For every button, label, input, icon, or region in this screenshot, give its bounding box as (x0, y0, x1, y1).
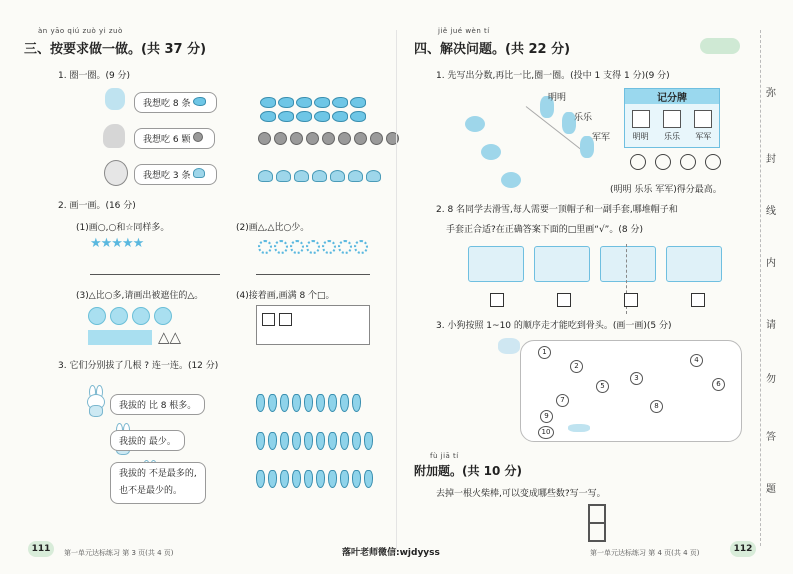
q1-title: 1. 先写出分数,再比一比,圈一圈。(投中 1 支得 1 分)(9 分) (436, 71, 670, 81)
candidate-b (534, 246, 590, 282)
draw-box[interactable] (256, 305, 370, 345)
q2-title: 2. 8 名同学去滑雪,每人需要一顶帽子和一副手套,哪堆帽子和 (436, 205, 678, 215)
name-junjun: 军军 (592, 133, 611, 143)
cat-icon (105, 88, 125, 110)
checkbox[interactable] (624, 293, 638, 307)
section-title: 三、按要求做一做。(共 37 分) (24, 42, 207, 57)
checkbox[interactable] (490, 293, 504, 307)
answer-line-2[interactable] (256, 274, 370, 275)
worm-group (258, 167, 384, 186)
extra-question: 去掉一根火柴棒,可以变成哪些数?写一写。 (436, 489, 606, 499)
name-mingming: 明明 (548, 93, 567, 103)
matchstick-eight (588, 504, 606, 542)
candidate-a (468, 246, 524, 282)
rabbit-bubble-2: 我拔的 最少。 (110, 430, 185, 451)
candidate-row (468, 246, 732, 286)
answer-line-1[interactable] (90, 274, 220, 275)
side-char: 勿 (766, 374, 776, 385)
corner-badge (700, 38, 740, 54)
section-title: 四、解决问题。(共 22 分) (414, 42, 571, 57)
candidate-c (600, 246, 656, 282)
speech-bubble-2: 我想吃 6 颗 (134, 128, 215, 149)
page-number-left: 111 (28, 541, 54, 557)
square-shape (262, 313, 275, 326)
q2-title: 2. 画一画。(16 分) (58, 201, 136, 211)
star-row: ★★★★★ (90, 236, 144, 251)
q1-title: 1. 圈一圈。(9 分) (58, 71, 131, 81)
maze-num-2: 2 (570, 360, 583, 373)
q2-part2: (2)画△,△比○少。 (236, 223, 310, 233)
q2-part1: (1)画○,○和☆同样多。 (76, 223, 170, 233)
extra-title: 附加题。(共 10 分) (414, 464, 523, 478)
page-divider (396, 30, 397, 550)
score-cell[interactable] (663, 110, 681, 128)
q3-title: 3. 小狗按照 1~10 的顺序走才能吃到骨头。(画一画)(5 分) (436, 321, 672, 331)
pinecone-group (258, 130, 402, 149)
triangle-pair: △△ (158, 328, 182, 346)
footer-left: 第一单元达标练习 第 3 页(共 4 页) (64, 549, 174, 557)
maze-num-4: 4 (690, 354, 703, 367)
pinecone-icon (193, 132, 203, 142)
carrot-row-1 (256, 394, 364, 416)
maze-num-10: 10 (538, 426, 554, 439)
checkbox[interactable] (691, 293, 705, 307)
footer-center: 落叶老师微信:wjdyyss (342, 548, 440, 558)
targets-illustration (465, 96, 491, 176)
speech-bubble-3: 我想吃 3 条 (134, 164, 217, 185)
rabbit-bubble-1: 我拔的 比 8 根多。 (110, 394, 205, 415)
rabbit-bubble-3: 我拔的 不是最多的, 也不是最少的。 (110, 462, 206, 504)
rooster-icon (104, 160, 128, 186)
scoreboard: 记分牌 明明 乐乐 军军 (624, 88, 720, 148)
seal-line (760, 30, 762, 546)
checkbox-row[interactable] (490, 292, 705, 311)
bone-icon (568, 424, 590, 432)
side-char: 内 (766, 258, 776, 269)
page-number-right: 112 (730, 541, 756, 557)
candidate-d (666, 246, 722, 282)
maze-num-1: 1 (538, 346, 551, 359)
dog-icon (498, 338, 520, 354)
score-cell[interactable] (632, 110, 650, 128)
cover-card (88, 330, 152, 345)
maze-num-6: 6 (712, 378, 725, 391)
scoreboard-title: 记分牌 (625, 89, 719, 104)
extra-pinyin: fù jiā tí (430, 452, 459, 460)
worm-icon (193, 168, 205, 178)
footer-right: 第一单元达标练习 第 4 页(共 4 页) (590, 549, 700, 557)
fish-icon (193, 97, 206, 106)
q2-part4: (4)接着画,画满 8 个□。 (236, 291, 335, 301)
maze-num-5: 5 (596, 380, 609, 393)
carrot-row-2 (256, 432, 376, 454)
side-char: 答 (766, 432, 776, 443)
q3-title: 3. 它们分别拔了几根 ? 连一连。(12 分) (58, 361, 219, 371)
side-char: 弥 (766, 88, 776, 99)
side-char: 封 (766, 154, 776, 165)
square-shape (279, 313, 292, 326)
maze-num-3: 3 (630, 372, 643, 385)
maze-num-8: 8 (650, 400, 663, 413)
score-cell[interactable] (694, 110, 712, 128)
maze-num-9: 9 (540, 410, 553, 423)
rabbit-icon (84, 385, 106, 415)
checkbox[interactable] (557, 293, 571, 307)
section-pinyin: àn yāo qiú zuò yi zuò (38, 27, 123, 35)
side-char: 线 (766, 206, 776, 217)
circle-row (88, 307, 176, 329)
side-char: 请 (766, 320, 776, 331)
maze[interactable] (520, 340, 742, 442)
section-pinyin: jiě jué wèn tí (438, 27, 490, 35)
answer-circles[interactable] (630, 154, 721, 174)
speech-bubble-1: 我想吃 8 条 (134, 92, 217, 113)
name-lele: 乐乐 (574, 113, 593, 123)
gear-row (258, 239, 370, 258)
answer-line: (明明 乐乐 军军)得分最高。 (610, 185, 722, 195)
carrot-row-3 (256, 470, 376, 492)
maze-num-7: 7 (556, 394, 569, 407)
q2-part3: (3)△比○多,请画出被遮住的△。 (76, 291, 204, 301)
fish-group-row2 (260, 107, 368, 126)
q2-title-line2: 手套正合适?在正确答案下面的□里画“√”。(8 分) (446, 225, 643, 235)
squirrel-icon (103, 124, 125, 148)
side-char: 题 (766, 484, 776, 495)
